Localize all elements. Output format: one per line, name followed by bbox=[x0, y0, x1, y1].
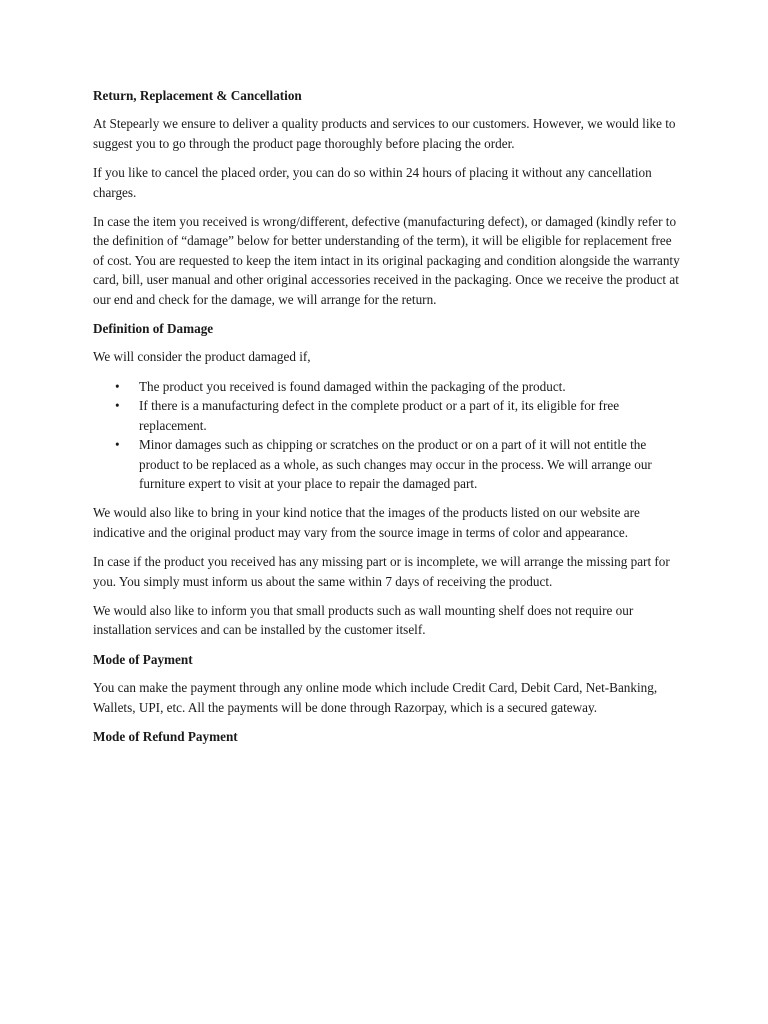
paragraph-missing-part: In case if the product you received has any missing part or is incomplete, we will arrange the missing part for you. You simply must inform us about the same within 7 days of receiving the product. bbox=[93, 554, 670, 589]
list-item bbox=[93, 377, 683, 396]
list-item-text: If there is a manufacturing defect in the complete product or a part of it, its eligible for free replacement. bbox=[139, 398, 620, 433]
paragraph-replacement: In case the item you received is wrong/different, defective (manufacturing defect), or damaged (kindly refer to the definition of “damage” below for better understanding of the term), it will be eligible for replacement free of cost. You are requested to keep the item intact in its original packaging and condition alongside the warranty card, bill, user manual and other original accessories received in the packaging. Once we receive the product at our end and check for the damage, we will arrange for the return. bbox=[93, 214, 680, 307]
list-item-text: Minor damages such as chipping or scratches on the product or on a part of it will not entitle the product to be replaced as a whole, as such changes may occur in the process. We will arrange our furniture expert to visit at your place to repair the damaged part. bbox=[139, 437, 652, 491]
document-page bbox=[93, 86, 683, 755]
damage-bullet-list bbox=[93, 377, 683, 493]
section-heading-refund: Mode of Refund Payment bbox=[93, 728, 238, 744]
paragraph-intro: At Stepearly we ensure to deliver a quality products and services to our customers. However, we would like to suggest you to go through the product page thoroughly before placing the order. bbox=[93, 116, 676, 151]
list-item bbox=[93, 435, 683, 493]
bullet-icon: • bbox=[115, 437, 120, 453]
paragraph-images-notice: We would also like to bring in your kind notice that the images of the products listed on our website are indicative and the original product may vary from the source image in terms of color and appearance. bbox=[93, 505, 640, 540]
section-heading-return: Return, Replacement & Cancellation bbox=[93, 88, 302, 103]
paragraph-installation: We would also like to inform you that small products such as wall mounting shelf does not require our installation services and can be installed by the customer itself. bbox=[93, 602, 634, 638]
list-item bbox=[93, 396, 683, 435]
bullet-icon: • bbox=[115, 378, 120, 394]
paragraph-damage-intro: We will consider the product damaged if, bbox=[93, 349, 311, 365]
section-heading-payment: Mode of Payment bbox=[93, 651, 193, 667]
section-heading-damage: Definition of Damage bbox=[93, 321, 214, 337]
list-item-text: The product you received is found damaged within the packaging of the product. bbox=[139, 378, 566, 394]
paragraph-payment: You can make the payment through any online mode which include Credit Card, Debit Card, Net-Banking, Wallets, UPI, etc. All the payments will be done through Razorpay, which is a secured gateway. bbox=[93, 680, 658, 715]
paragraph-cancellation: If you like to cancel the placed order, you can do so within 24 hours of placing it without any cancellation charges. bbox=[93, 165, 652, 200]
bullet-icon: • bbox=[115, 398, 120, 414]
